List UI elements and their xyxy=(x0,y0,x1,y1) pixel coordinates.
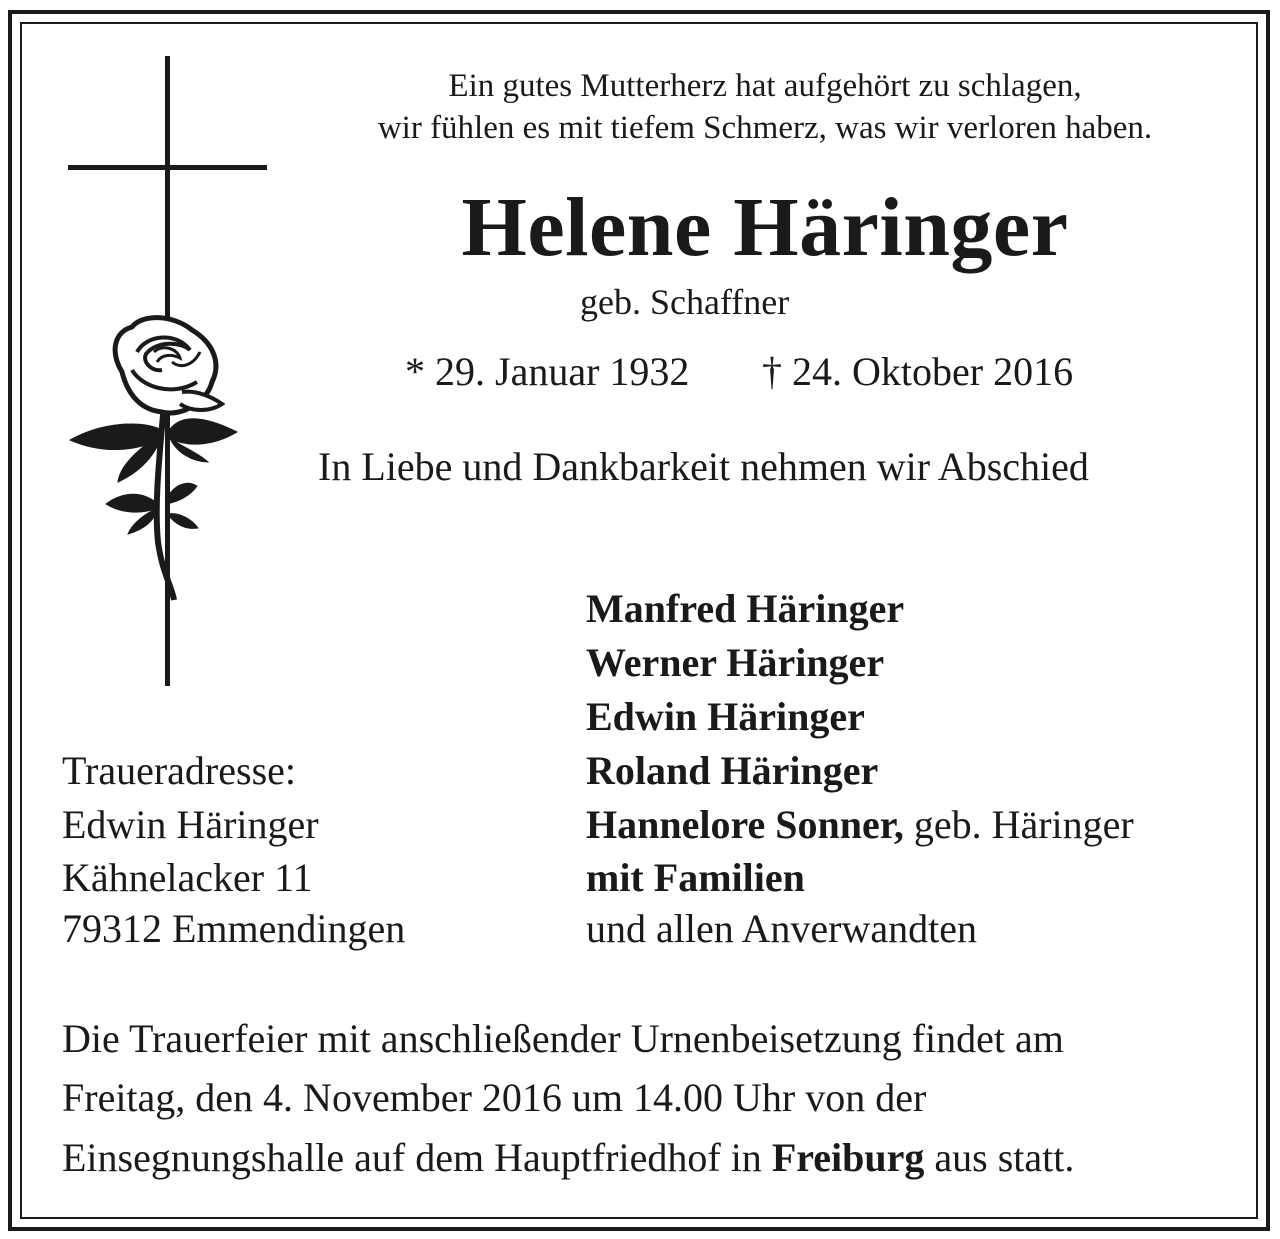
farewell-text: In Liebe und Dankbarkeit nehmen wir Abschied xyxy=(318,444,1089,489)
mourner-hannelore-maiden: geb. Häringer xyxy=(903,802,1134,847)
address-heading: Traueradresse: xyxy=(62,748,297,793)
verse-line-2: wir fühlen es mit tiefem Schmerz, was wir verloren haben. xyxy=(377,110,1153,146)
mourner-name: Roland Häringer xyxy=(586,748,879,793)
rose-icon xyxy=(70,318,237,600)
mourner-relatives: und allen Anverwandten xyxy=(586,906,977,951)
mourner-name: Manfred Häringer xyxy=(586,586,905,631)
mourner-hannelore xyxy=(586,802,1134,847)
ceremony-line-3-pre: Einsegnungshalle auf dem Hauptfriedhof in xyxy=(62,1135,772,1180)
verse-line-1: Ein gutes Mutterherz hat aufgehört zu schlagen, xyxy=(448,68,1082,104)
mourner-hannelore-name: Hannelore Sonner, xyxy=(586,802,904,847)
birth-date: * 29. Januar 1932 xyxy=(405,349,690,394)
mourner-name: Edwin Häringer xyxy=(586,694,865,739)
maiden-name: geb. Schaffner xyxy=(580,282,790,322)
death-date: † 24. Oktober 2016 xyxy=(762,349,1074,394)
ceremony-line-1: Die Trauerfeier mit anschließender Urnenbeisetzung findet am xyxy=(62,1016,1064,1061)
ceremony-city: Freiburg xyxy=(771,1135,925,1180)
ceremony-line-3-post: aus statt. xyxy=(924,1135,1075,1180)
address-name: Edwin Häringer xyxy=(62,802,319,847)
cross-with-rose-emblem xyxy=(62,52,272,687)
mourner-name: Werner Häringer xyxy=(586,640,885,685)
address-city: 79312 Emmendingen xyxy=(62,906,406,951)
address-street: Kähnelacker 11 xyxy=(62,855,313,900)
deceased-name: Helene Häringer xyxy=(461,181,1069,274)
ceremony-line-2: Freitag, den 4. November 2016 um 14.00 Uhr von der xyxy=(62,1075,927,1120)
mourner-families: mit Familien xyxy=(586,855,805,900)
ceremony-line-3 xyxy=(62,1135,1075,1180)
